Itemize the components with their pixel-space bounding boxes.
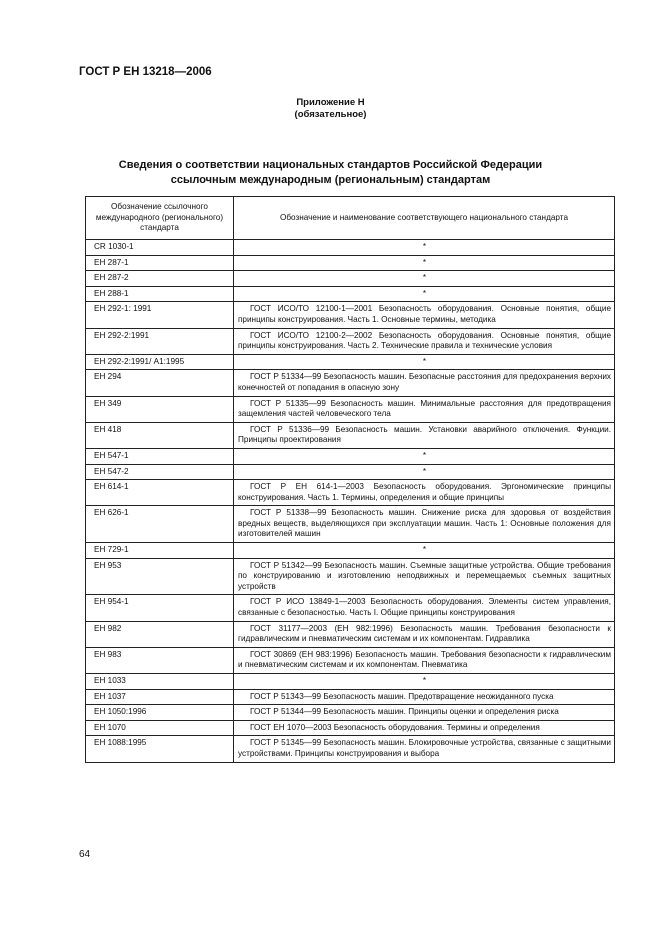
national-standard-cell: * [234, 271, 615, 287]
section-title [0, 158, 661, 188]
section-title-line-1: Сведения о соответствии национальных стандартов Российской Федерации [118, 159, 543, 171]
national-standard-text: ГОСТ Р 51344—99 Безопасность машин. Принципы оценки и определения риска [250, 707, 559, 717]
national-standard-text: ГОСТ Р 51335—99 Безопасность машин. Минимальные расстояния для предотвращения защемления частей человеческого тела [238, 398, 611, 419]
table-row [86, 396, 615, 422]
reference-standard-cell: ЕН 349 [86, 396, 234, 422]
table-row [86, 328, 615, 354]
national-standard-text: ГОСТ Р 51336—99 Безопасность машин. Установки аварийного отключения. Функции. Принципы проектирования [238, 424, 611, 445]
national-standard-cell [234, 720, 615, 736]
national-standard-cell [234, 328, 615, 354]
national-standard-cell: * [234, 674, 615, 690]
reference-standard-cell: ЕН 418 [86, 422, 234, 448]
reference-standard-cell: ЕН 1037 [86, 689, 234, 705]
table-row [86, 480, 615, 506]
national-standard-cell [234, 302, 615, 328]
national-standard-cell [234, 647, 615, 673]
national-standard-text: ГОСТ ИСО/ТО 12100-2—2002 Безопасность оборудования. Основные понятия, общие принципы конструирования. Часть 2. Технические правила и технические условия [238, 330, 611, 351]
national-standard-text: ГОСТ ЕН 1070—2003 Безопасность оборудования. Термины и определения [250, 722, 540, 732]
reference-standard-cell: ЕН 1033 [86, 674, 234, 690]
reference-standard-cell: ЕН 953 [86, 558, 234, 595]
correspondence-table [85, 196, 615, 763]
reference-standard-cell: ЕН 1088:1995 [86, 736, 234, 762]
national-standard-cell [234, 506, 615, 543]
table-row [86, 558, 615, 595]
table-row [86, 370, 615, 396]
reference-standard-cell: ЕН 1050:1996 [86, 705, 234, 721]
reference-standard-cell: ЕН 292-2:1991/ А1:1995 [86, 354, 234, 370]
reference-standard-cell: ЕН 292-1: 1991 [86, 302, 234, 328]
national-standard-text: ГОСТ Р 51338—99 Безопасность машин. Снижение риска для здоровья от воздействия вредных веществ, выделяющихся при эксплуатации машин. Часть 1: Основные положения для изготовителей машин [238, 508, 611, 539]
section-title-line-2: ссылочным международным (региональным) стандартам [170, 174, 491, 186]
annex-title: Приложение Н [296, 97, 365, 108]
reference-standard-cell: ЕН 287-1 [86, 255, 234, 271]
national-standard-cell [234, 705, 615, 721]
table-row [86, 595, 615, 621]
national-standard-cell [234, 595, 615, 621]
national-standard-cell [234, 736, 615, 762]
national-standard-cell: * [234, 464, 615, 480]
reference-standard-cell: ЕН 547-1 [86, 448, 234, 464]
column-header-reference: Обозначение ссылочного международного (регионального) стандарта [86, 197, 234, 240]
column-header-national: Обозначение и наименование соответствующего национального стандарта [234, 197, 615, 240]
table-row [86, 689, 615, 705]
reference-standard-cell: ЕН 954-1 [86, 595, 234, 621]
national-standard-text: ГОСТ Р 51343—99 Безопасность машин. Предотвращение неожиданного пуска [250, 691, 554, 701]
reference-standard-cell: ЕН 1070 [86, 720, 234, 736]
reference-standard-cell: ЕН 626-1 [86, 506, 234, 543]
reference-standard-cell: ЕН 983 [86, 647, 234, 673]
national-standard-text: ГОСТ Р 51334—99 Безопасность машин. Безопасные расстояния для предохранения верхних конечностей от попадания в опасную зону [238, 372, 611, 392]
annex-status: (обязательное) [294, 109, 367, 120]
table-row [86, 621, 615, 647]
table-row [86, 354, 615, 370]
national-standard-text: ГОСТ 30869 (ЕН 983:1996) Безопасность машин. Требования безопасности к гидравлическим и пневматическим системам и их компонентам. Пневматика [238, 649, 611, 670]
table-row [86, 720, 615, 736]
table-row [86, 448, 615, 464]
reference-standard-cell: CR 1030-1 [86, 240, 234, 256]
reference-standard-cell: ЕН 614-1 [86, 480, 234, 506]
national-standard-cell [234, 558, 615, 595]
table-row [86, 422, 615, 448]
national-standard-text: ГОСТ 31177—2003 (ЕН 982:1996) Безопасность машин. Требования безопасности к гидравлическим и пневматическим системам и их компонентам. Гидравлика [238, 623, 611, 644]
annex-heading [0, 97, 661, 121]
reference-standard-cell: ЕН 294 [86, 370, 234, 396]
national-standard-cell: * [234, 354, 615, 370]
national-standard-text: ГОСТ Р 51342—99 Безопасность машин. Съемные защитные устройства. Общие требования по конструированию и изготовлению неподвижных и перемещаемых съемных защитных устройств [238, 560, 611, 591]
reference-standard-cell: ЕН 288-1 [86, 286, 234, 302]
table-row [86, 647, 615, 673]
table-row [86, 271, 615, 287]
table-header-row [86, 197, 615, 240]
national-standard-cell [234, 422, 615, 448]
table-row [86, 705, 615, 721]
national-standard-cell [234, 396, 615, 422]
table-row [86, 543, 615, 559]
reference-standard-cell: ЕН 982 [86, 621, 234, 647]
table-row [86, 255, 615, 271]
document-code: ГОСТ Р ЕН 13218—2006 [79, 66, 212, 78]
table-row [86, 674, 615, 690]
table-row [86, 736, 615, 762]
national-standard-cell: * [234, 448, 615, 464]
national-standard-cell [234, 480, 615, 506]
page-number: 64 [79, 849, 91, 860]
national-standard-cell [234, 370, 615, 396]
national-standard-cell: * [234, 543, 615, 559]
reference-standard-cell: ЕН 287-2 [86, 271, 234, 287]
reference-standard-cell: ЕН 292-2:1991 [86, 328, 234, 354]
table-row [86, 464, 615, 480]
table-body [86, 240, 615, 763]
table-row [86, 506, 615, 543]
national-standard-cell [234, 689, 615, 705]
national-standard-text: ГОСТ Р ЕН 614-1—2003 Безопасность оборудования. Эргономические принципы конструирования. Часть 1. Термины, определения и общие принципы [238, 482, 611, 502]
national-standard-cell [234, 621, 615, 647]
national-standard-text: ГОСТ Р 51345—99 Безопасность машин. Блокировочные устройства, связанные с защитными устройствами. Принципы конструирования и выбора [238, 738, 611, 758]
table-row [86, 302, 615, 328]
national-standard-text: ГОСТ Р ИСО 13849-1—2003 Безопасность оборудования. Элементы систем управления, связанные с безопасностью. Часть I. Общие принципы конструирования [238, 597, 611, 618]
national-standard-cell: * [234, 240, 615, 256]
national-standard-text: ГОСТ ИСО/ТО 12100-1—2001 Безопасность оборудования. Основные понятия, общие принципы конструирования. Часть 1. Основные термины, методика [238, 304, 611, 324]
table-row [86, 286, 615, 302]
reference-standard-cell: ЕН 547-2 [86, 464, 234, 480]
table-row [86, 240, 615, 256]
national-standard-cell: * [234, 286, 615, 302]
reference-standard-cell: ЕН 729-1 [86, 543, 234, 559]
national-standard-cell: * [234, 255, 615, 271]
